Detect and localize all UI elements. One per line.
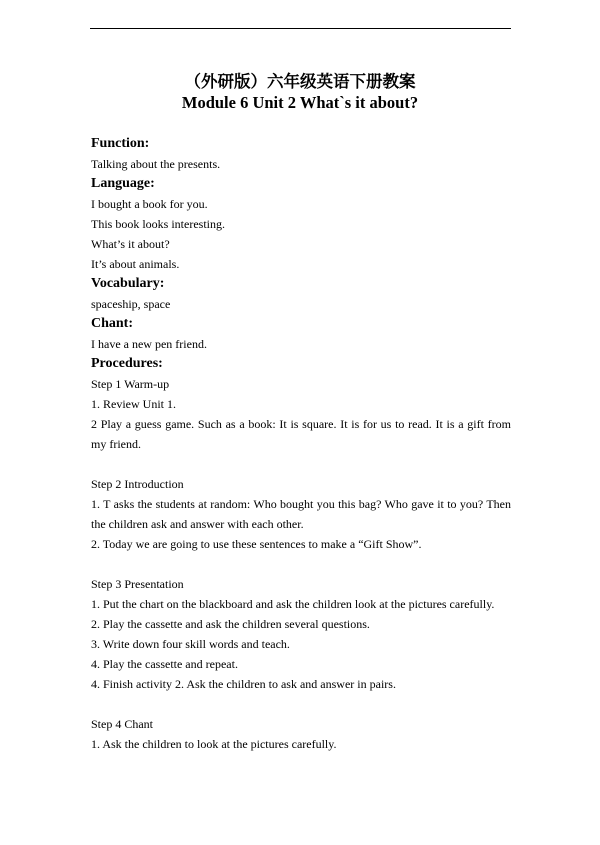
step-item: 2 Play a guess game. Such as a book: It is square. It is for us to read. It is a gift from my friend. — [91, 417, 511, 451]
section-spacer — [91, 554, 511, 574]
section-spacer — [91, 694, 511, 714]
step-item: 3. Write down four skill words and teach. — [91, 637, 290, 651]
document-title-chinese: （外研版）六年级英语下册教案 — [184, 72, 416, 91]
function-line: Talking about the presents. — [91, 157, 221, 171]
procedures-section — [91, 354, 511, 754]
vocabulary-line: spaceship, space — [91, 297, 171, 311]
step-item: 2. Play the cassette and ask the children several questions. — [91, 617, 370, 631]
language-line: This book looks interesting. — [91, 217, 225, 231]
chant-heading: Chant: — [91, 316, 134, 331]
step-3-block — [91, 574, 511, 694]
language-line: I bought a book for you. — [91, 197, 208, 211]
language-line: What’s it about? — [91, 237, 170, 251]
step-1-block — [91, 374, 511, 454]
step-title: Step 4 Chant — [91, 717, 153, 731]
language-section — [91, 174, 511, 274]
step-4-block — [91, 714, 511, 754]
header-rule — [90, 28, 511, 29]
language-heading: Language: — [91, 176, 155, 191]
step-title: Step 2 Introduction — [91, 477, 184, 491]
function-heading: Function: — [91, 136, 150, 151]
step-title: Step 1 Warm-up — [91, 377, 170, 391]
step-title: Step 3 Presentation — [91, 577, 184, 591]
step-item: 4. Play the cassette and repeat. — [91, 657, 238, 671]
section-spacer — [91, 454, 511, 474]
step-item: 2. Today we are going to use these sentences to make a “Gift Show”. — [91, 537, 422, 551]
step-2-block — [91, 474, 511, 554]
lesson-plan-body — [91, 134, 511, 754]
procedures-heading: Procedures: — [91, 356, 163, 371]
document-title-english: Module 6 Unit 2 What`s it about? — [181, 93, 419, 112]
chant-section — [91, 314, 511, 354]
step-item: 1. Put the chart on the blackboard and ask the children look at the pictures carefully. — [91, 597, 495, 611]
chant-line: I have a new pen friend. — [91, 337, 207, 351]
step-item: 1. T asks the students at random: Who bought you this bag? Who gave it to you? Then the children ask and answer with each other. — [91, 497, 511, 531]
step-item: 4. Finish activity 2. Ask the children to ask and answer in pairs. — [91, 677, 396, 691]
vocabulary-section — [91, 274, 511, 314]
vocabulary-heading: Vocabulary: — [91, 276, 165, 291]
step-item: 1. Ask the children to look at the pictures carefully. — [91, 737, 337, 751]
language-line: It’s about animals. — [91, 257, 180, 271]
function-section — [91, 134, 511, 174]
step-item: 1. Review Unit 1. — [91, 397, 176, 411]
